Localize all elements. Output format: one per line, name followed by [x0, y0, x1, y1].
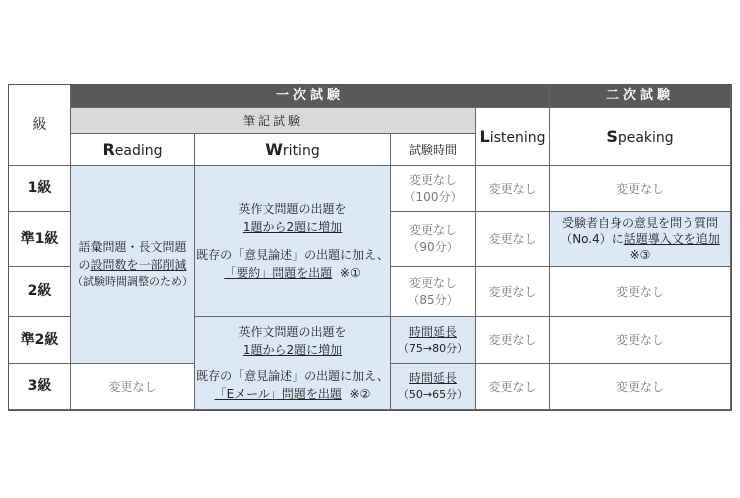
writing-upper-line3: 既存の「意見論述」の出題に加え、 [196, 248, 389, 262]
time-grade-2: 変更なし （85分） [391, 267, 476, 317]
time-grade-1: 変更なし （100分） [391, 166, 476, 212]
reading-header [71, 134, 195, 166]
speaking-pre1-note: ※③ [629, 248, 651, 263]
reading-g3-cell: 変更なし [71, 364, 195, 410]
speaking-rest: peaking [617, 129, 674, 146]
writing-lower-line3: 既存の「意見論述」の出題に加え、 [196, 369, 389, 383]
time-grade-3: 時間延長 （50→65分） [391, 364, 476, 410]
speaking-pre1-line2-pre: （No.4）に [560, 231, 624, 246]
writing-header [195, 134, 391, 166]
reading-change-line3: （試験時間調整のため） [72, 275, 193, 289]
reading-rest: eading [114, 142, 163, 159]
speaking-pre1-line2-underlined: 話題導入文を追加 [623, 231, 720, 246]
writing-upper-line1: 英作文問題の出題を [238, 202, 347, 216]
writing-initial: W [265, 139, 283, 159]
speaking-header [550, 108, 731, 166]
time-grade-pre2: 時間延長 （75→80分） [391, 317, 476, 364]
reading-change-line2-underlined: 設問数を一部削減 [90, 258, 187, 273]
grade-3: 3級 [9, 364, 71, 410]
speaking-initial: S [606, 126, 618, 146]
written-exam-header: 筆記試験 [71, 108, 476, 134]
listening-grade-2: 変更なし [476, 267, 550, 317]
speaking-grade-2: 変更なし [550, 267, 731, 317]
reading-initial: R [102, 139, 115, 159]
grade-pre1: 準1級 [9, 212, 71, 267]
listening-grade-pre1: 変更なし [476, 212, 550, 267]
listening-grade-1: 変更なし [476, 166, 550, 212]
speaking-grade-1: 変更なし [550, 166, 731, 212]
grade-1: 1級 [9, 166, 71, 212]
writing-lower-line4: 「Eメール」問題を出題 [214, 387, 342, 401]
writing-upper-line4: 「要約」問題を出題 [224, 266, 333, 280]
listening-rest: istening [489, 129, 546, 146]
listening-header [476, 108, 550, 166]
speaking-grade-pre2: 変更なし [550, 317, 731, 364]
writing-lower-line2: 1題から2題に増加 [242, 343, 343, 357]
speaking-grade-pre1 [550, 212, 731, 267]
reading-change-line1: 語彙問題・長文問題 [78, 240, 187, 255]
time-header: 試験時間 [391, 134, 476, 166]
listening-grade-3: 変更なし [476, 364, 550, 410]
second-exam-header: 二次試験 [550, 85, 731, 108]
listening-grade-pre2: 変更なし [476, 317, 550, 364]
exam-changes-table [8, 84, 732, 411]
listening-initial: L [479, 126, 490, 146]
kyu-header: 級 [9, 85, 71, 166]
writing-lower-cell [195, 317, 391, 410]
speaking-grade-3: 変更なし [550, 364, 731, 410]
writing-upper-cell [195, 166, 391, 317]
writing-upper-note: ※① [339, 266, 361, 280]
first-exam-header: 一次試験 [71, 85, 550, 108]
writing-rest: riting [282, 142, 320, 159]
grade-2: 2級 [9, 267, 71, 317]
reading-change-line2-pre: の [78, 258, 91, 273]
writing-lower-line1: 英作文問題の出題を [238, 325, 347, 339]
reading-change-cell [71, 166, 195, 364]
time-grade-pre1: 変更なし （90分） [391, 212, 476, 267]
speaking-pre1-line1: 受験者自身の意見を問う質問 [561, 215, 718, 230]
grade-pre2: 準2級 [9, 317, 71, 364]
writing-lower-note: ※② [349, 387, 371, 401]
writing-upper-line2: 1題から2題に増加 [242, 220, 343, 234]
